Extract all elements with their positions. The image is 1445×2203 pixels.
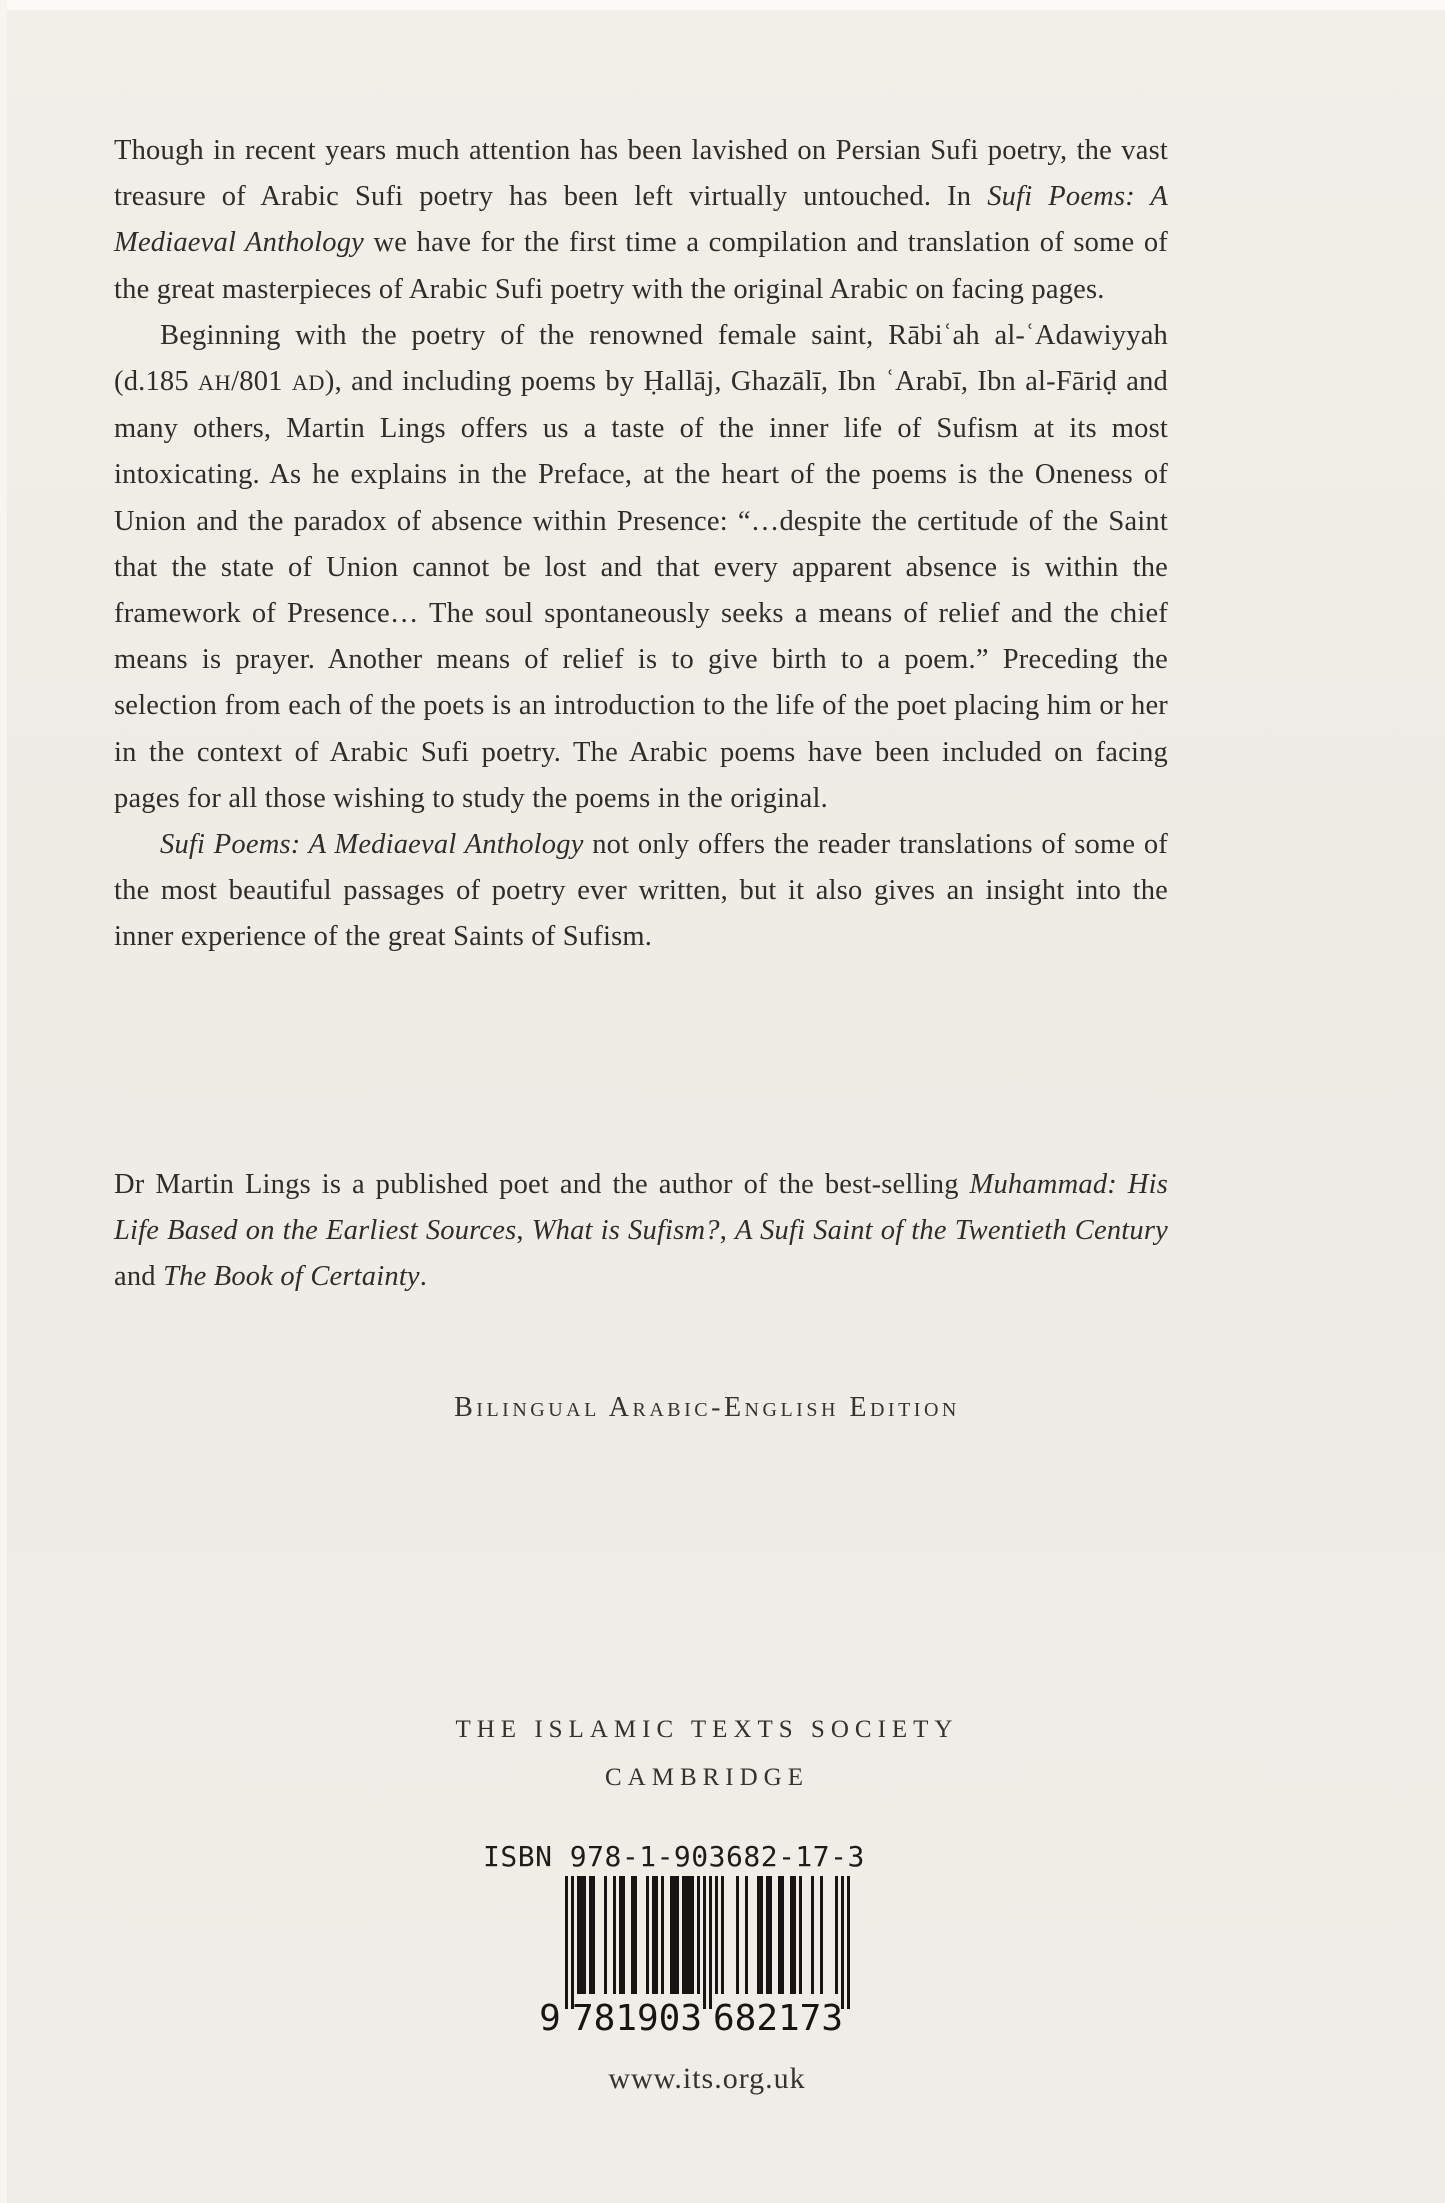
barcode-digits-left: 781903 [571, 1998, 703, 2036]
paragraph: Sufi Poems: A Mediaeval Anthology not only offers the reader translations of some of the most beautiful passages of poetry ever written, but it also gives an insight into the inner experience of the great Saints of Sufism. [114, 829, 1168, 953]
isbn-number: ISBN 978-1-903682-17-3 [483, 1840, 865, 1873]
barcode-digits-right: 682173 [712, 1998, 844, 2036]
publisher-website: www.its.org.uk [608, 2062, 806, 2095]
ean13-barcode [538, 1876, 868, 2036]
paragraph: Though in recent years much attention has been lavished on Persian Sufi poetry, the vast treasure of Arabic Sufi poetry has been left virtually untouched. In Sufi Poems: A Mediaeval Anthology we have for the first time a compilation and translation of some of the great masterpieces of Arabic Sufi poetry with the original Arabic on facing pages. [114, 135, 1168, 305]
publisher-city: CAMBRIDGE [604, 1764, 809, 1791]
scan-edge-left [0, 0, 7, 2203]
barcode-digit-lead: 9 [539, 1998, 561, 2036]
publisher-name: THE ISLAMIC TEXTS SOCIETY [455, 1716, 959, 1743]
paragraph: Dr Martin Lings is a published poet and the author of the best-selling Muhammad: His Life Based on the Earliest Sources, What is Sufism?, A Sufi Saint of the Twentieth Century and The Book of Certainty. [114, 1169, 1169, 1293]
paragraph: Beginning with the poetry of the renowned female saint, Rābiʿah al-ʿAdawiyyah (d.185 AH/801 AD), and including poems by Ḥallāj, Ghazālī, Ibn ʿArabī, Ibn al-Fāriḍ and many others, Martin Lings offers us a taste of the inner life of Sufism at its most intoxicating. As he explains in the Preface, at the heart of the poems is the Oneness of Union and the paradox of absence within Presence: “…despite the certitude of the Saint that the state of Union cannot be lost and that every apparent absence is within the framework of Presence… The soul spontaneously seeks a means of relief and the chief means is prayer. Another means of relief is to give birth to a poem.” Preceding the selection from each of the poets is an introduction to the life of the poet placing him or her in the context of Arabic Sufi poetry. The Arabic poems have been included on facing pages for all those wishing to study the poems in the original. [114, 319, 1168, 814]
back-cover-blurb [114, 128, 1168, 961]
scan-edge-top [0, 0, 1445, 10]
author-bio [114, 1162, 1168, 1301]
edition-line: Bilingual Arabic-English Edition [454, 1392, 960, 1423]
